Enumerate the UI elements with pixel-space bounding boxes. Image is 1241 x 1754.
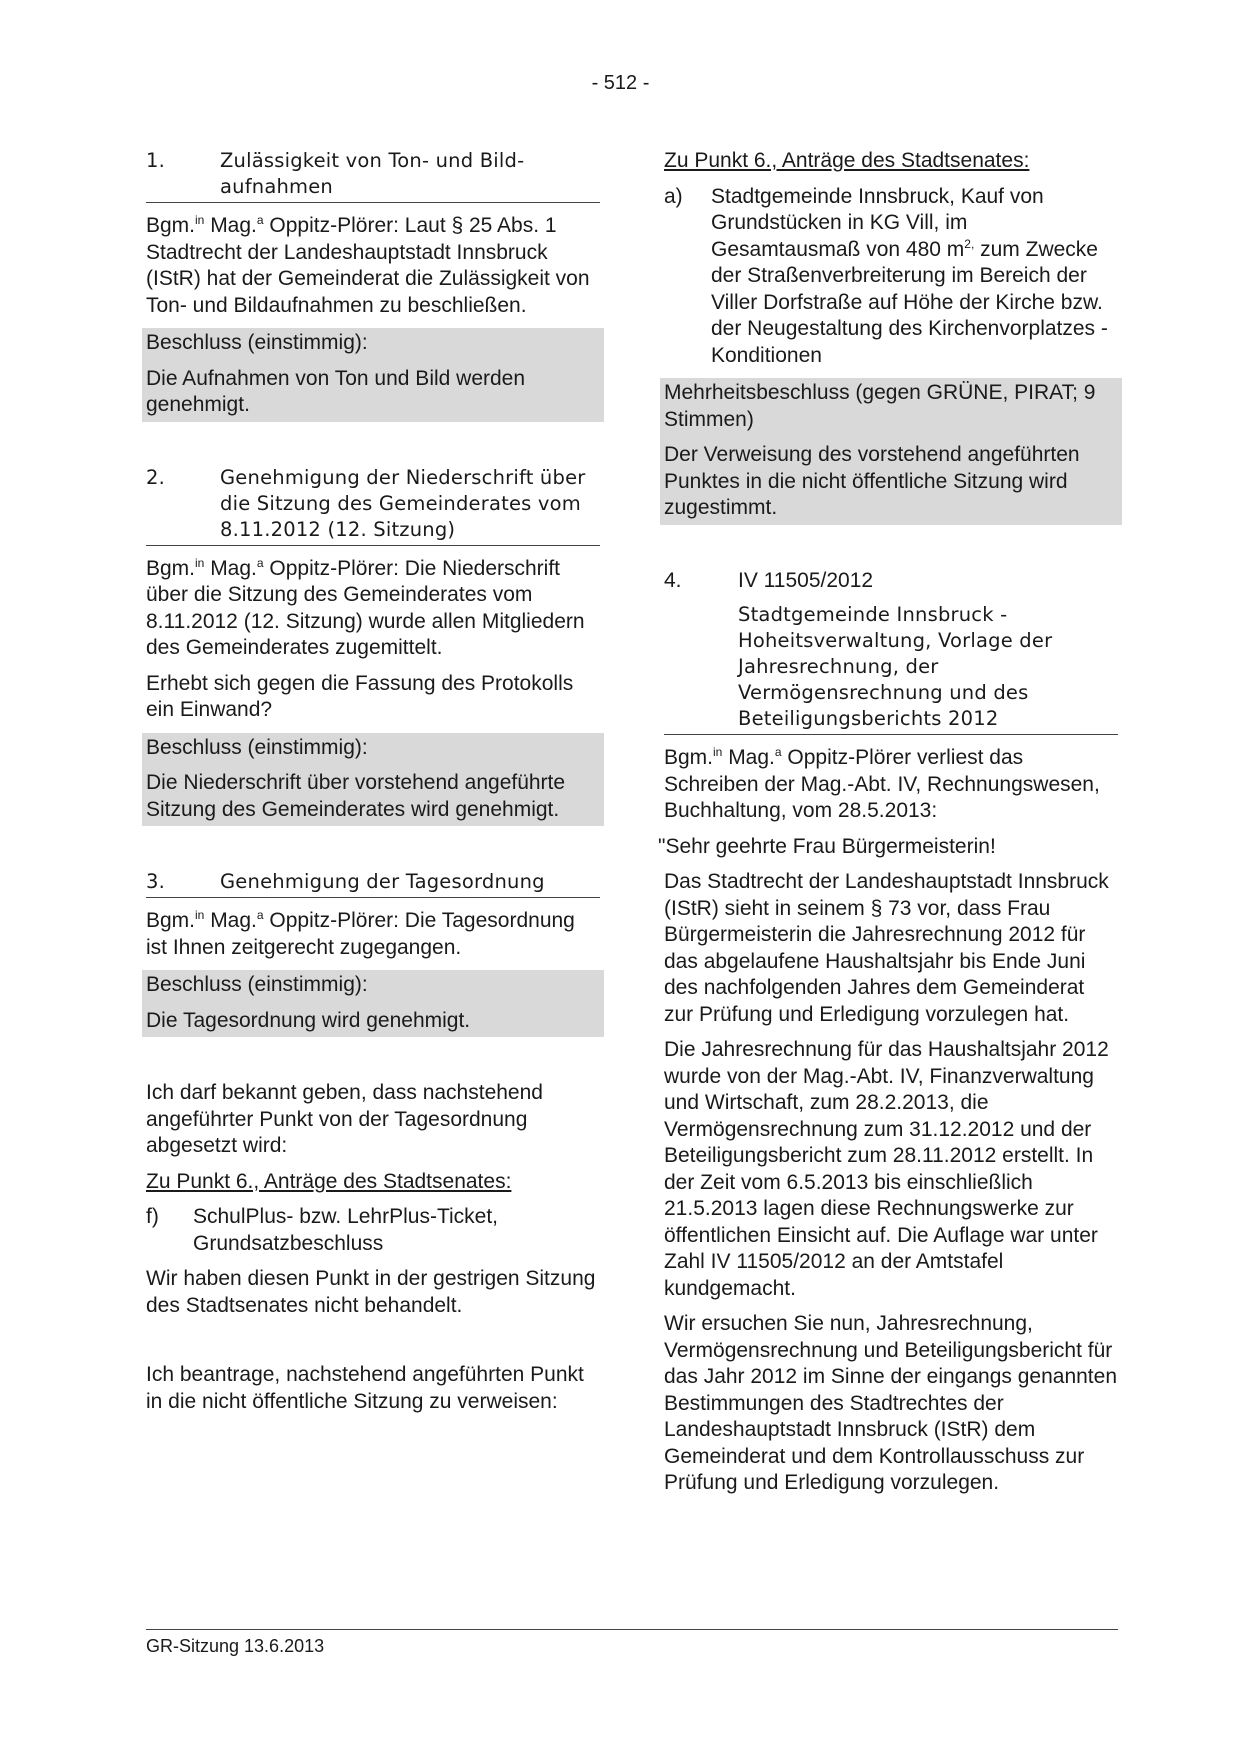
page-number: - 512 - [591, 72, 650, 94]
not-treated-paragraph: Wir haben diesen Punkt in der gestrigen Sitzung des Stadtsenates nicht behandelt. [146, 1267, 596, 1317]
decision-box [142, 733, 604, 827]
item-marker: a) [664, 184, 683, 208]
section-1-heading [146, 148, 600, 203]
speaker-paragraph: Bgm.$^{in}$ Mag.$^a$ Oppitz-Plörer: Die Tagesordnung ist Ihnen zeitgerecht zugegangen. [146, 908, 575, 959]
speaker-paragraph: Bgm.$^{in}$ Mag.$^a$ Oppitz-Plörer verliest das Schreiben der Mag.-Abt. IV, Rechnungswesen, Buchhaltung, vom 28.5.2013: [664, 745, 1100, 822]
speaker-paragraph: Bgm.$^{in}$ Mag.$^a$ Oppitz-Plörer: Laut § 25 Abs. 1 Stadtrecht der Landeshauptstadt Innsbruck (IStR) hat der Gemeinderat die Zulässigkeit von Ton- und Bildaufnahmen zu beschließen. [146, 213, 590, 317]
item-text: Stadtgemeinde Innsbruck, Kauf von Grundstücken in KG Vill, im Gesamtausmaß von 480 $m^{2,}$ zum Zwecke der Straßenverbreiterung im Bereich der Viller Dorfstraße auf Höhe der Kirche bzw. der Neugestaltung des Kirchenvorplatzes - Konditionen [711, 184, 1108, 367]
section-3-heading [146, 869, 600, 898]
request-paragraph: Ich beantrage, nachstehend angeführten Punkt in die nicht öffentliche Sitzung zu verweisen: [146, 1363, 584, 1413]
question-paragraph: Erhebt sich gegen die Fassung des Protokolls ein Einwand? [146, 671, 574, 721]
agenda-item-f [146, 1204, 600, 1257]
agenda-item-a [664, 184, 1118, 370]
section-number: 4. [664, 568, 682, 592]
letter-paragraph-3: Wir ersuchen Sie nun, Jahresrechnung, Vermögensrechnung und Beteiligungsbericht für das Jahr 2012 im Sinne der eingangs genannten Bestimmungen des Stadtrechtes der Landeshauptstadt Innsbruck (IStR) dem Gemeinderat und dem Kontrollausschuss zur Prüfung und Erledigung vorzulegen. [664, 1312, 1117, 1494]
section-number: 2. [146, 465, 166, 489]
section-4-heading [664, 568, 1118, 736]
section-reference: IV 11505/2012 [738, 568, 874, 592]
decision-label: Mehrheitsbeschluss (gegen GRÜNE, PIRAT; 9 Stimmen) [664, 381, 1096, 431]
item-text: SchulPlus- bzw. LehrPlus-Ticket, Grundsatzbeschluss [193, 1205, 499, 1255]
right-column [658, 148, 1118, 1497]
decision-result: Die Aufnahmen von Ton und Bild werden genehmigt. [146, 366, 526, 416]
section-title: Genehmigung der Tagesordnung [220, 870, 545, 893]
decision-result: Die Niederschrift über vorstehend angeführte Sitzung des Gemeinderates wird genehmigt. [146, 771, 566, 821]
footer: GR-Sitzung 13.6.2013 [146, 1636, 325, 1656]
zu-punkt-heading: Zu Punkt 6., Anträge des Stadtsenates: [146, 1169, 512, 1193]
decision-result: Die Tagesordnung wird genehmigt. [146, 1008, 471, 1032]
speaker-paragraph: Bgm.$^{in}$ Mag.$^a$ Oppitz-Plörer: Die Niederschrift über die Sitzung des Gemeinderates vom 8.11.2012 (12. Sitzung) wurde allen Mitgliedern des Gemeinderates zugemittelt. [146, 555, 585, 659]
decision-box [660, 378, 1122, 525]
decision-label: Beschluss (einstimmig): [146, 331, 368, 354]
section-title: Genehmigung der Niederschrift über die Sitzung des Gemeinderates vom 8.11.2012 (12. Sitzung) [220, 465, 586, 541]
section-title: Stadtgemeinde Innsbruck - Hoheitsverwaltung, Vorlage der Jahresrechnung, der Vermögensrechnung und des Beteiligungsberichts 2012 [738, 603, 1053, 730]
letter-paragraph-1: Das Stadtrecht der Landeshauptstadt Innsbruck (IStR) sieht in seinem § 73 vor, dass Frau Bürgermeisterin die Jahresrechnung 2012 für das abgelaufene Haushaltsjahr bis Ende Juni des nachfolgenden Jahres dem Gemeinderat zur Prüfung und Erledigung vorzulegen hat. [664, 870, 1109, 1026]
zu-punkt-heading: Zu Punkt 6., Anträge des Stadtsenates: [664, 149, 1030, 172]
section-2-heading [146, 465, 600, 546]
section-number: 1. [146, 149, 166, 172]
item-marker: f) [146, 1205, 159, 1228]
announcement-paragraph: Ich darf bekannt geben, dass nachstehend angeführter Punkt von der Tagesordnung abgesetzt wird: [146, 1081, 543, 1157]
decision-label: Beschluss (einstimmig): [146, 735, 368, 759]
decision-box [142, 970, 604, 1037]
decision-label: Beschluss (einstimmig): [146, 973, 368, 996]
footer-divider [146, 1629, 1118, 1630]
letter-paragraph-2: Die Jahresrechnung für das Haushaltsjahr 2012 wurde von der Mag.-Abt. IV, Finanzverwaltung und Wirtschaft, zum 28.2.2013, die Vermögensrechnung zum 31.12.2012 und der Beteiligungsbericht zum 28.11.2012 erstellt. In der Zeit vom 6.5.2013 bis einschließlich 21.5.2013 lagen diese Rechnungswerke zur öffentlichen Einsicht auf. Die Auflage war unter Zahl IV 11505/2012 an der Amtstafel kundgemacht. [664, 1038, 1109, 1300]
section-title: Zulässigkeit von Ton- und Bild-aufnahmen [220, 149, 525, 198]
decision-box [142, 328, 604, 422]
section-number: 3. [146, 870, 166, 893]
decision-result: Der Verweisung des vorstehend angeführten Punktes in die nicht öffentliche Sitzung wird zugestimmt. [664, 443, 1080, 519]
left-column [146, 148, 600, 1415]
salutation: "Sehr geehrte Frau Bürgermeisterin! [658, 834, 996, 858]
